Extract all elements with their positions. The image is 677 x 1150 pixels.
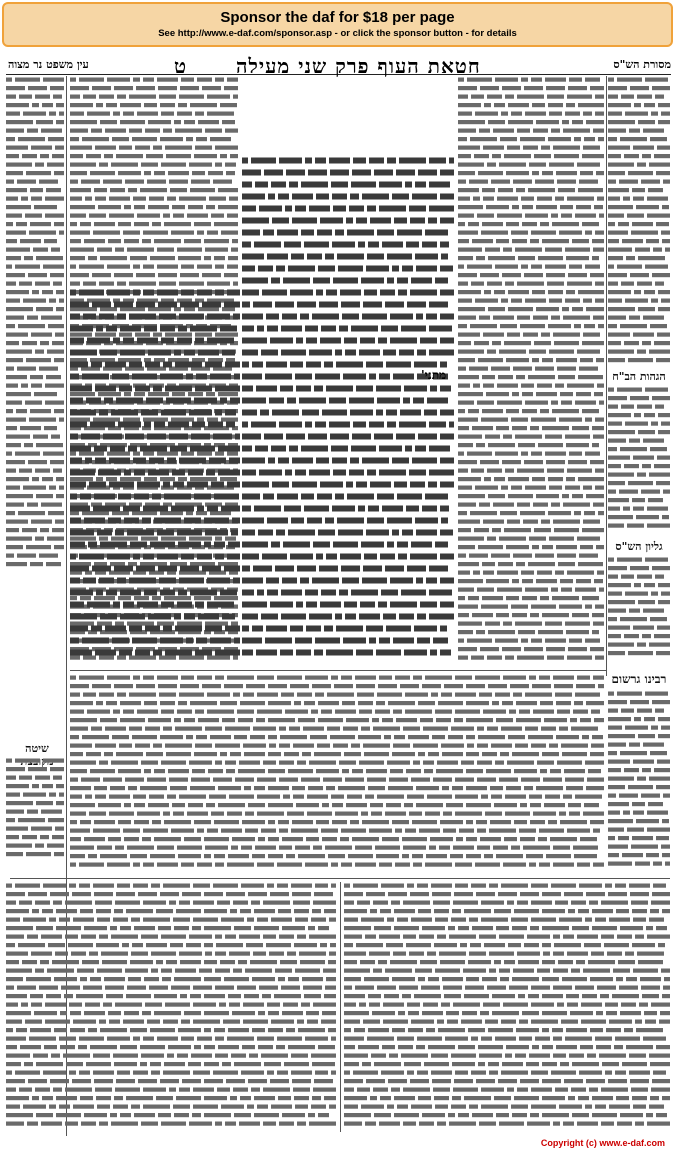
gilyon-column xyxy=(608,556,670,666)
gilyon-heading: גליון הש"ס xyxy=(615,540,663,553)
rashi-text xyxy=(458,76,604,666)
hagahot-heading: הגהות הב"ח xyxy=(612,370,666,383)
lower-commentary-text xyxy=(70,674,604,874)
page-letter: ט xyxy=(174,54,187,78)
hagahot-column xyxy=(608,386,670,536)
ein-mishpat-label: עין משפט נר מצוה xyxy=(8,58,89,71)
rabbenu-gershom-column xyxy=(608,690,670,870)
sponsor-subtitle[interactable]: See http://www.e-daf.com/sponsor.asp - or click the sponsor button - for details xyxy=(158,28,517,39)
rashi-heading: רבינו גרשום xyxy=(611,672,667,686)
ein-mishpat-text xyxy=(6,76,64,576)
page-header xyxy=(6,52,671,78)
sponsor-banner[interactable] xyxy=(2,2,673,47)
shita-text xyxy=(6,757,64,867)
gemara-column xyxy=(242,156,454,666)
bottom-left-text xyxy=(6,882,336,1132)
rabbenu-gershom-text xyxy=(608,690,670,870)
sponsor-title[interactable]: Sponsor the daf for $18 per page xyxy=(220,9,455,26)
masoret-text xyxy=(608,76,670,366)
copyright-notice[interactable]: Copyright (c) www.e-daf.com xyxy=(540,1138,665,1148)
hagahot-text xyxy=(608,386,670,536)
divider xyxy=(606,76,607,676)
talmud-page xyxy=(6,52,671,1140)
lower-commentary xyxy=(70,674,604,874)
shita-column xyxy=(6,757,64,867)
divider xyxy=(70,670,606,671)
divider xyxy=(10,878,670,879)
ein-mishpat-column xyxy=(6,76,64,576)
bottom-right-commentary xyxy=(344,882,670,1132)
divider xyxy=(340,882,341,1132)
shita-heading: שיטה xyxy=(25,742,49,755)
gemara-wide-text xyxy=(70,288,240,668)
bottom-right-text xyxy=(344,882,670,1132)
mishna-marker: מתני' xyxy=(421,368,447,382)
rashi-column xyxy=(458,76,604,666)
bottom-left-commentary xyxy=(6,882,336,1132)
gemara-wide xyxy=(70,288,240,668)
gemara-text xyxy=(242,156,454,666)
page-title: חטאת העוף פרק שני מעילה xyxy=(236,54,481,78)
gilyon-text xyxy=(608,556,670,666)
masoret-column xyxy=(608,76,670,366)
masechet-label: מסורת הש"ס xyxy=(613,58,671,71)
